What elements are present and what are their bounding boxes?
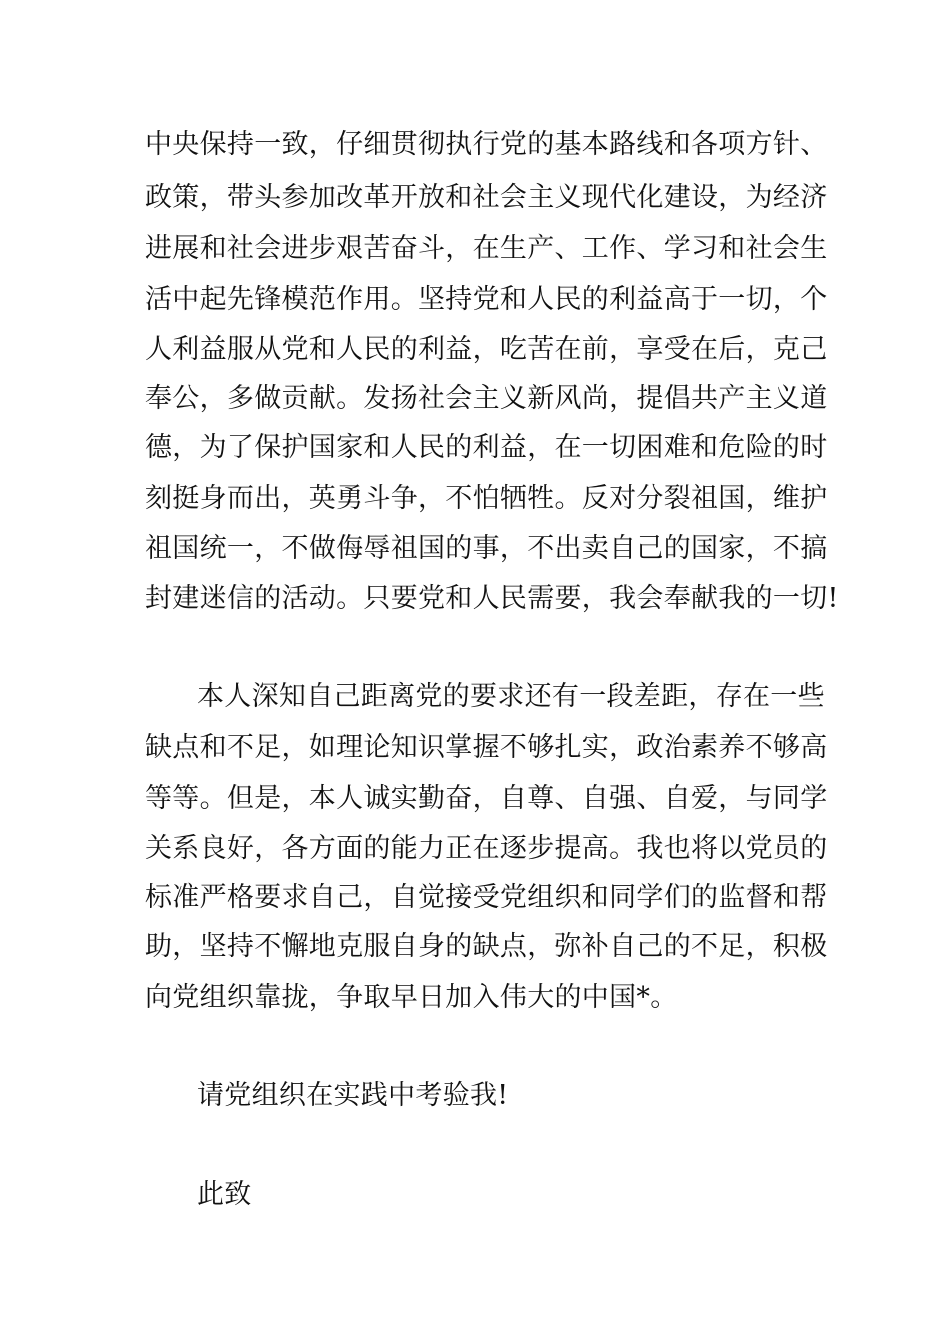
text-line: 缺点和不足，如理论知识掌握不够扎实，政治素养不够高 [145,732,828,763]
text-line: 本人深知自己距离党的要求还有一段差距，存在一些 [197,681,825,712]
text-line: 政策，带头参加改革开放和社会主义现代化建设，为经济 [145,182,828,213]
text-line: 德，为了保护国家和人民的利益，在一切困难和危险的时 [145,432,828,463]
text-line: 助，坚持不懈地克服自身的缺点，弥补自己的不足，积极 [145,931,828,962]
text-line: 等等。但是，本人诚实勤奋，自尊、自强、自爱，与同学 [145,783,828,814]
text-line: 标准严格要求自己，自觉接受党组织和同学们的监督和帮 [145,882,828,913]
salutation: 此致 [197,1179,252,1210]
text-line: 奉公，多做贡献。发扬社会主义新风尚，提倡共产主义道 [145,383,828,414]
text-line: 活中起先锋模范作用。坚持党和人民的利益高于一切，个 [145,284,828,315]
text-line: 刻挺身而出，英勇斗争，不怕牺牲。反对分裂祖国，维护 [145,483,828,514]
text-line: 人利益服从党和人民的利益，吃苦在前，享受在后，克己 [145,334,828,365]
text-line: 中央保持一致，仔细贯彻执行党的基本路线和各项方针、 [145,129,828,160]
text-line: 关系良好，各方面的能力正在逐步提高。我也将以党员的 [145,833,828,864]
text-line: 进展和社会进步艰苦奋斗，在生产、工作、学习和社会生 [145,233,828,264]
text-line: 向党组织靠拢，争取早日加入伟大的中国*。 [145,982,678,1013]
text-line: 祖国统一，不做侮辱祖国的事，不出卖自己的国家，不搞 [145,533,828,564]
text-line: 封建迷信的活动。只要党和人民需要，我会奉献我的一切! [145,583,839,614]
closing-request: 请党组织在实践中考验我! [197,1080,509,1111]
